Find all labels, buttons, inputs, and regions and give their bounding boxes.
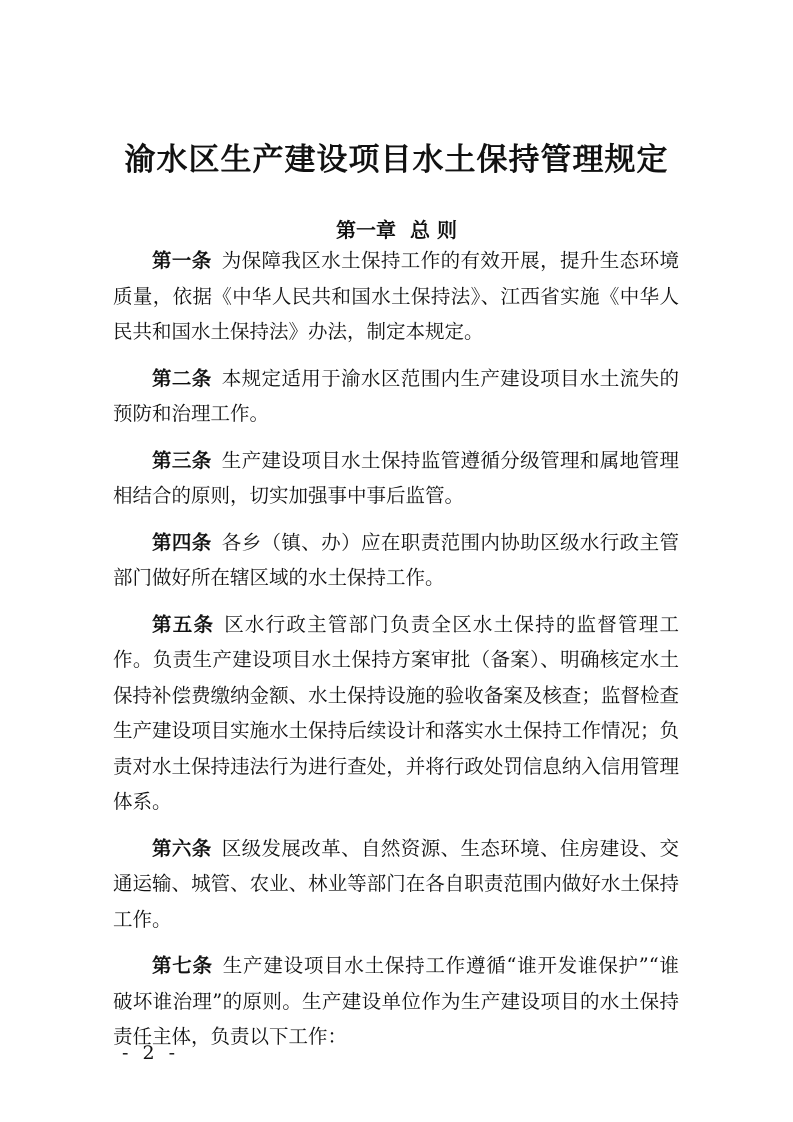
page-number: - 2 - xyxy=(122,1042,180,1064)
article-text: 生产建设项目水土保持工作遵循“谁开发谁保护”“谁破坏谁治理”的原则。生产建设单位作为生产建设项目的水土保持责任主体，负责以下工作： xyxy=(113,954,679,1048)
article-number: 第一条 xyxy=(152,249,212,272)
article-text: 为保障我区水土保持工作的有效开展，提升生态环境质量，依据《中华人民共和国水土保持法》、江西省实施《中华人民共和国水土保持法》办法，制定本规定。 xyxy=(113,249,679,343)
article-number: 第六条 xyxy=(152,836,212,860)
chapter-number: 第一章 xyxy=(336,218,397,242)
article-5 xyxy=(113,607,679,820)
article-3 xyxy=(113,443,679,514)
document-title: 渝水区生产建设项目水土保持管理规定 xyxy=(124,142,669,178)
article-2 xyxy=(113,361,679,432)
article-number: 第五条 xyxy=(152,612,215,636)
article-text: 本规定适用于渝水区范围内生产建设项目水土流失的预防和治理工作。 xyxy=(113,366,679,425)
article-1 xyxy=(113,243,679,350)
article-7 xyxy=(113,948,679,1055)
article-number: 第七条 xyxy=(152,954,213,977)
document-body xyxy=(113,243,679,1066)
article-text: 生产建设项目水土保持监管遵循分级管理和属地管理相结合的原则，切实加强事中事后监管。 xyxy=(113,448,679,507)
article-text: 区级发展改革、自然资源、生态环境、住房建设、交通运输、城管、农业、林业等部门在各自职责范围内做好水土保持工作。 xyxy=(113,836,679,931)
chapter-heading xyxy=(0,214,793,243)
article-text: 区水行政主管部门负责全区水土保持的监督管理工作。负责生产建设项目水土保持方案审批（备案）、明确核定水土保持补偿费缴纳金额、水土保持设施的验收备案及核查；监督检查生产建设项目实施水土保持后续设计和落实水土保持工作情况；负责对水土保持违法行为进行查处，并将行政处罚信息纳入信用管理体系。 xyxy=(113,612,679,813)
chapter-name: 总 则 xyxy=(410,218,457,242)
article-number: 第二条 xyxy=(152,366,212,390)
article-6 xyxy=(113,831,679,938)
article-number: 第三条 xyxy=(152,448,212,472)
article-4 xyxy=(113,525,679,596)
article-text: 各乡（镇、办）应在职责范围内协助区级水行政主管部门做好所在辖区域的水土保持工作。 xyxy=(113,530,679,589)
article-number: 第四条 xyxy=(152,530,212,554)
